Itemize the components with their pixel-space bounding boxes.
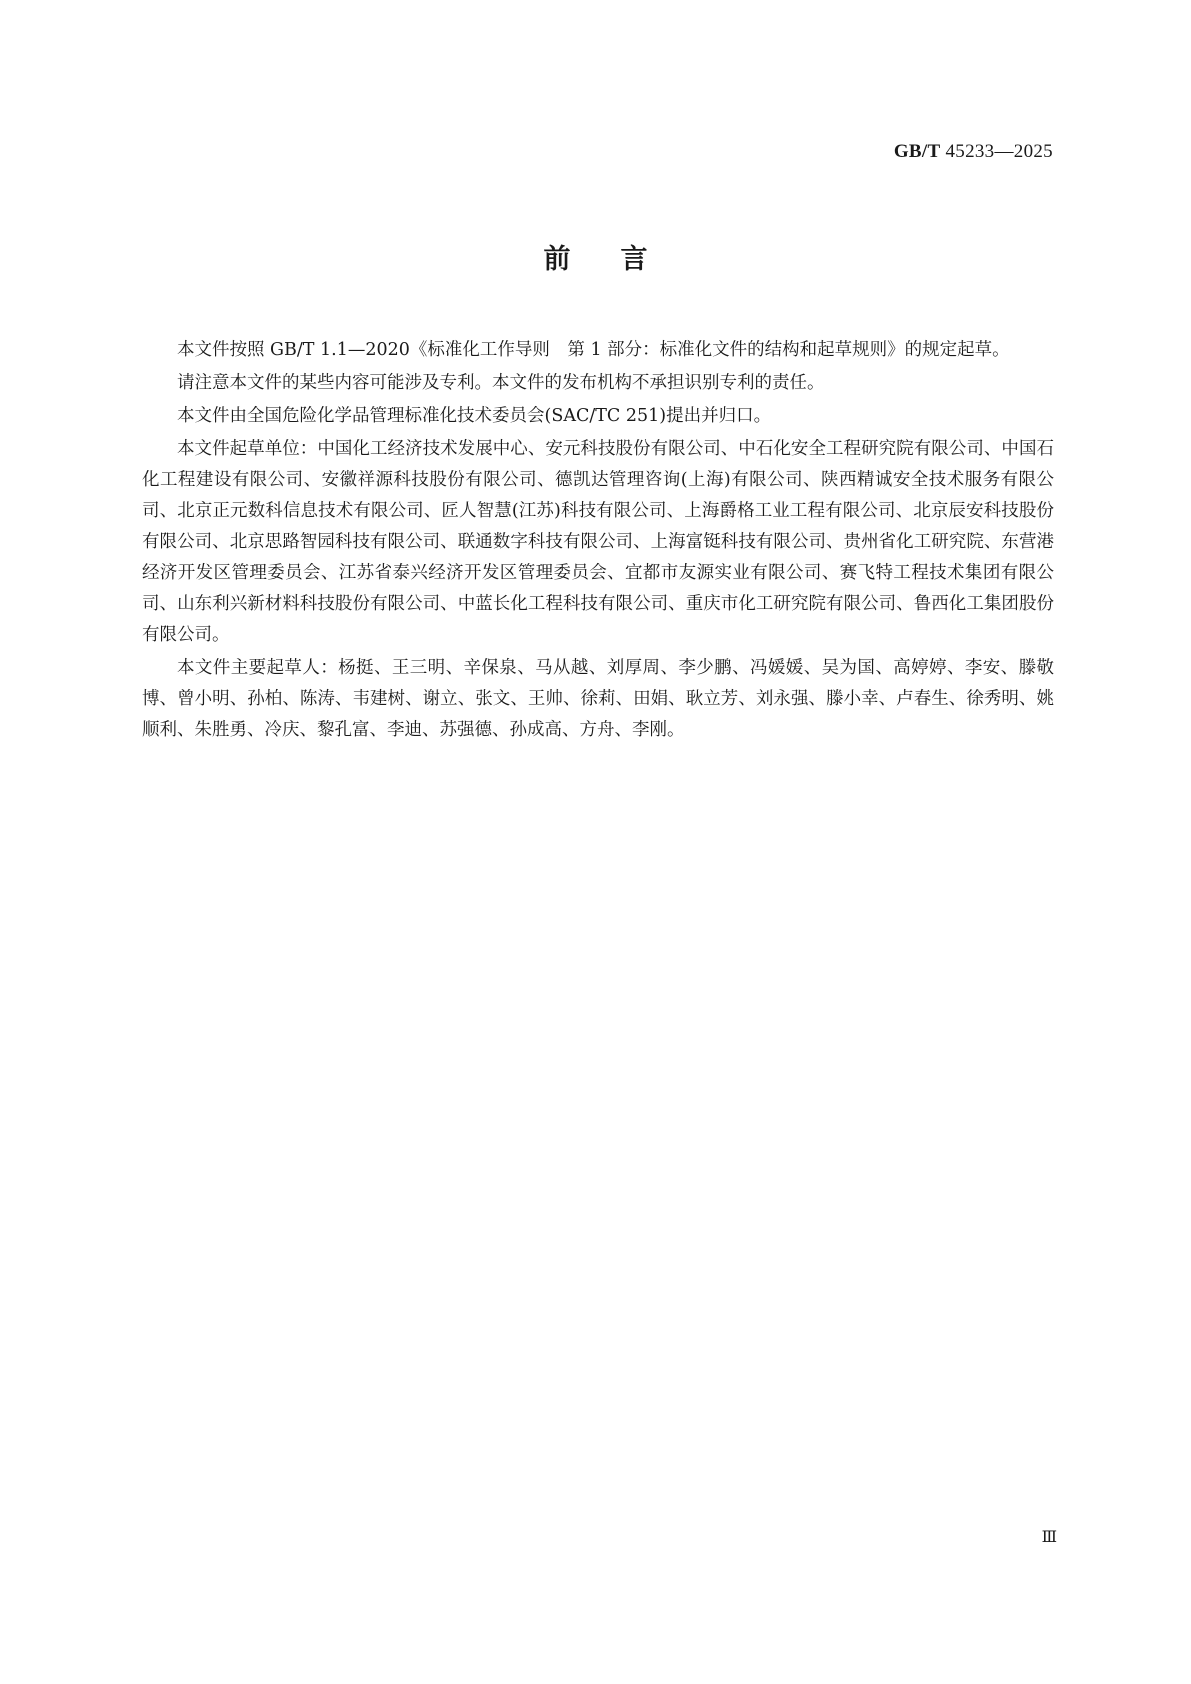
standard-serial: 45233—2025 xyxy=(940,141,1053,162)
page-title: 前言 xyxy=(543,244,698,275)
paragraph-patent-notice: 请注意本文件的某些内容可能涉及专利。本文件的发布机构不承担识别专利的责任。 xyxy=(177,373,825,393)
standard-number xyxy=(894,141,1053,163)
paragraph-drafting-organizations: 本文件起草单位：中国化工经济技术发展中心、安元科技股份有限公司、中石化安全工程研究院有限公司、中国石化工程建设有限公司、安徽祥源科技股份有限公司、德凯达管理咨询(上海)有限公司、陕西精诚安全技术服务有限公司、北京正元数科信息技术有限公司、匠人智慧(江苏)科技有限公司、上海爵格工业工程有限公司、北京辰安科技股份有限公司、北京思路智园科技有限公司、联通数字科技有限公司、上海富铤科技有限公司、贵州省化工研究院、东营港经济开发区管理委员会、江苏省泰兴经济开发区管理委员会、宜都市友源实业有限公司、赛飞特工程技术集团有限公司、山东利兴新材料科技股份有限公司、中蓝长化工程科技有限公司、重庆市化工研究院有限公司、鲁西化工集团股份有限公司。 xyxy=(142,439,1054,645)
paragraph-proposing-body: 本文件由全国危险化学品管理标准化技术委员会(SAC/TC 251)提出并归口。 xyxy=(177,406,772,426)
paragraph-drafting-rules: 本文件按照 GB/T 1.1—2020《标准化工作导则 第 1 部分：标准化文件的结构和起草规则》的规定起草。 xyxy=(177,340,1010,360)
paragraph-drafters: 本文件主要起草人：杨挺、王三明、辛保泉、马从越、刘厚周、李少鹏、冯媛媛、吴为国、高婷婷、李安、滕敬博、曾小明、孙柏、陈涛、韦建树、谢立、张文、王帅、徐莉、田娟、耿立芳、刘永强、滕小幸、卢春生、徐秀明、姚顺利、朱胜勇、冷庆、黎孔富、李迪、苏强德、孙成高、方舟、李刚。 xyxy=(142,658,1054,740)
foreword-body xyxy=(142,335,1054,748)
standard-code: GB/T xyxy=(893,141,941,162)
page-number: Ⅲ xyxy=(1041,1529,1056,1546)
